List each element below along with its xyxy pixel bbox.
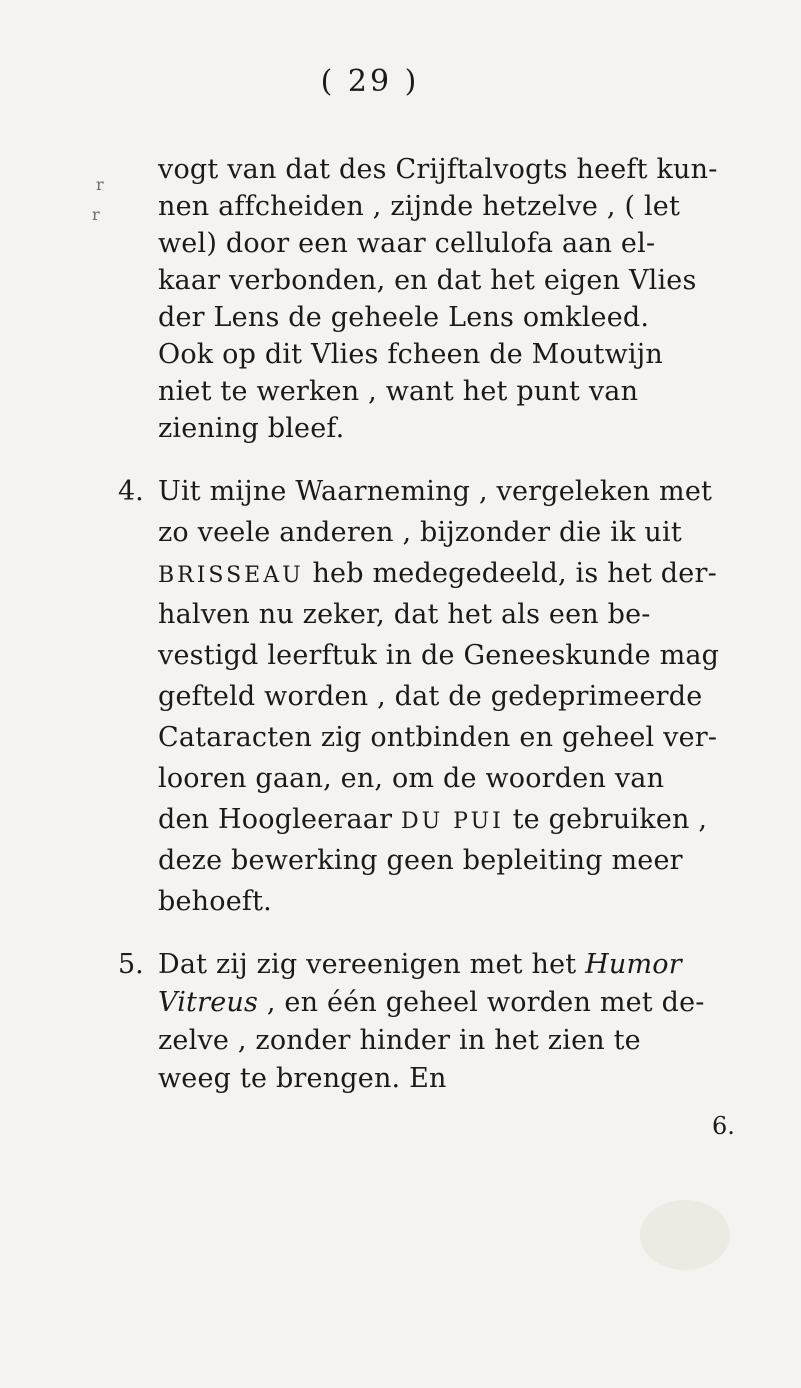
paragraph-number: 4. xyxy=(118,476,144,507)
text-line: ziening bleef. xyxy=(158,413,345,444)
text-run: , en één geheel worden met de- xyxy=(266,987,705,1018)
margin-mark: r xyxy=(92,205,100,224)
text-line: zelve , zonder hinder in het zien te xyxy=(158,1025,641,1056)
author-name: BRISSEAU xyxy=(158,563,304,588)
italic-term: Humor xyxy=(585,949,682,980)
text-line: looren gaan, en, om de woorden van xyxy=(158,763,665,794)
text-line: Ook op dit Vlies fcheen de Moutwijn xyxy=(158,339,663,370)
catchword: 6. xyxy=(712,1112,735,1140)
text-line: Cataracten zig ontbinden en geheel ver- xyxy=(158,722,718,753)
text-line xyxy=(158,799,723,843)
text-line: gefteld worden , dat de gedeprimeerde xyxy=(158,681,703,712)
text-line: weeg te brengen. En xyxy=(158,1063,447,1094)
text-line: behoeft. xyxy=(158,886,272,917)
text-line: deze bewerking geen bepleiting meer xyxy=(158,845,683,876)
text-line xyxy=(158,944,723,986)
text-line: vogt van dat des Crijftalvogts heeft kun- xyxy=(158,154,718,185)
page-number-header: ( 29 ) xyxy=(320,64,420,99)
paragraph-number: 5. xyxy=(118,949,144,980)
text-line xyxy=(158,982,723,1024)
text-line: kaar verbonden, en dat het eigen Vlies xyxy=(158,265,697,296)
text-line xyxy=(158,553,723,597)
text-run: den Hoogleeraar xyxy=(158,804,393,835)
text-run: Dat zij zig vereenigen met het xyxy=(158,949,577,980)
italic-term: Vitreus xyxy=(158,987,259,1018)
text-line: nen affcheiden , zijnde hetzelve , ( let xyxy=(158,191,681,222)
text-run: heb medegedeeld, is het der- xyxy=(312,558,717,589)
author-name: DU PUI xyxy=(400,809,504,834)
margin-mark: r xyxy=(96,175,104,194)
text-line: niet te werken , want het punt van xyxy=(158,376,639,407)
text-line: vestigd leerftuk in de Geneeskunde mag xyxy=(158,640,720,671)
text-run: te gebruiken , xyxy=(512,804,708,835)
text-line: Uit mijne Waarneming , vergeleken met xyxy=(158,476,713,507)
text-line: zo veele anderen , bijzonder die ik uit xyxy=(158,517,682,548)
text-line: wel) door een waar cellulofa aan el- xyxy=(158,228,656,259)
text-line: halven nu zeker, dat het als een be- xyxy=(158,599,651,630)
text-line: der Lens de geheele Lens omkleed. xyxy=(158,302,650,333)
paper-stain xyxy=(640,1200,730,1270)
